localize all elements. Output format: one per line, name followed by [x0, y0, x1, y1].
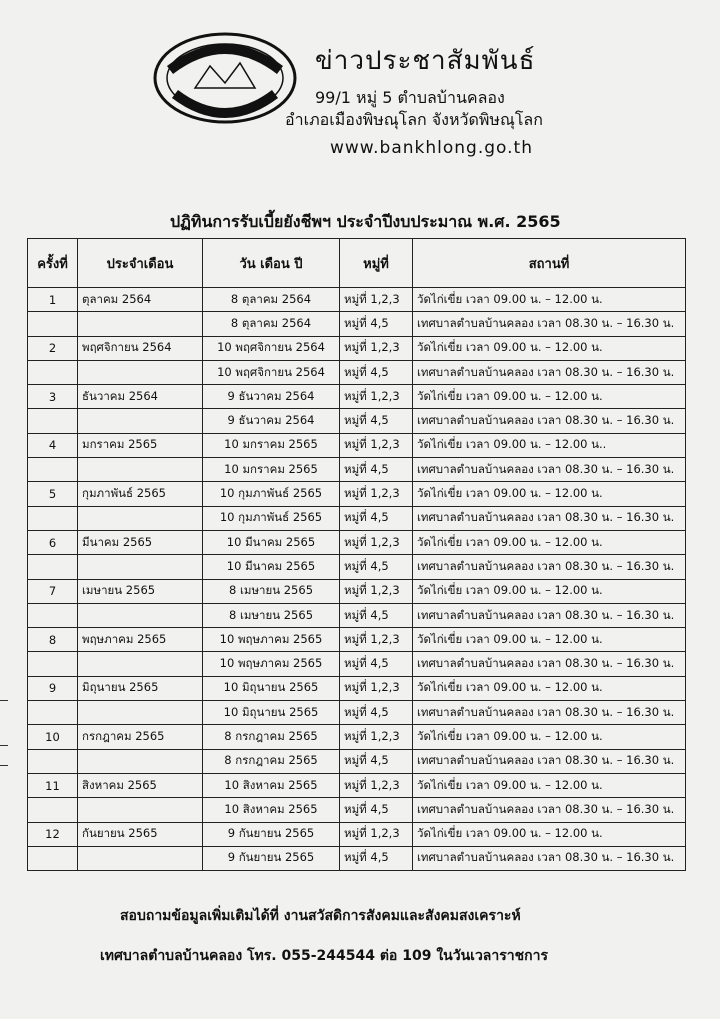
table-row: [28, 603, 686, 627]
row-village: หมู่ที่ 1,2,3: [340, 725, 413, 749]
table-row: [28, 360, 686, 384]
row-date: 10 พฤศจิกายน 2564: [203, 360, 340, 384]
row-number: [28, 652, 78, 676]
row-village: หมู่ที่ 1,2,3: [340, 628, 413, 652]
row-village: หมู่ที่ 4,5: [340, 360, 413, 384]
table-row: [28, 676, 686, 700]
row-place: วัดไก่เขี่ย เวลา 09.00 น. – 12.00 น.: [413, 676, 686, 700]
address-line-1: 99/1 หมู่ 5 ตำบลบ้านคลอง: [315, 88, 505, 107]
row-place: เทศบาลตำบลบ้านคลอง เวลา 08.30 น. – 16.30 น.: [413, 555, 686, 579]
row-month: [78, 312, 203, 336]
row-place: วัดไก่เขี่ย เวลา 09.00 น. – 12.00 น.: [413, 482, 686, 506]
row-month: [78, 603, 203, 627]
table-row: [28, 701, 686, 725]
scan-edge-mark: [0, 765, 8, 766]
row-place: วัดไก่เขี่ย เวลา 09.00 น. – 12.00 น.: [413, 773, 686, 797]
row-number: [28, 409, 78, 433]
row-date: 10 พฤษภาคม 2565: [203, 628, 340, 652]
row-place: วัดไก่เขี่ย เวลา 09.00 น. – 12.00 น.: [413, 530, 686, 554]
table-row: [28, 628, 686, 652]
row-village: หมู่ที่ 4,5: [340, 458, 413, 482]
row-date: 9 ธันวาคม 2564: [203, 385, 340, 409]
row-month: ตุลาคม 2564: [78, 288, 203, 312]
table-row: [28, 725, 686, 749]
announcement-heading: ข่าวประชาสัมพันธ์: [315, 46, 536, 76]
row-place: เทศบาลตำบลบ้านคลอง เวลา 08.30 น. – 16.30 น.: [413, 846, 686, 870]
row-date: 10 มกราคม 2565: [203, 458, 340, 482]
row-month: พฤษภาคม 2565: [78, 628, 203, 652]
document-title: ปฏิทินการรับเบี้ยยังชีพฯ ประจำปีงบประมาณ พ.ศ. 2565: [170, 212, 561, 231]
row-date: 8 กรกฎาคม 2565: [203, 725, 340, 749]
table-row: [28, 555, 686, 579]
row-number: 5: [28, 482, 78, 506]
row-place: เทศบาลตำบลบ้านคลอง เวลา 08.30 น. – 16.30 น.: [413, 360, 686, 384]
row-number: 1: [28, 288, 78, 312]
row-village: หมู่ที่ 4,5: [340, 555, 413, 579]
row-number: 3: [28, 385, 78, 409]
contact-info-line-1: สอบถามข้อมูลเพิ่มเติมได้ที่ งานสวัสดิการสังคมและสังคมสงเคราะห์: [120, 908, 521, 924]
row-place: เทศบาลตำบลบ้านคลอง เวลา 08.30 น. – 16.30 น.: [413, 506, 686, 530]
row-date: 10 มีนาคม 2565: [203, 530, 340, 554]
row-village: หมู่ที่ 4,5: [340, 652, 413, 676]
row-village: หมู่ที่ 1,2,3: [340, 288, 413, 312]
row-number: 6: [28, 530, 78, 554]
scan-edge-mark: [0, 700, 8, 701]
row-month: [78, 360, 203, 384]
column-header-round: ครั้งที่: [28, 239, 78, 288]
row-month: กันยายน 2565: [78, 822, 203, 846]
row-village: หมู่ที่ 1,2,3: [340, 822, 413, 846]
row-month: [78, 458, 203, 482]
row-place: เทศบาลตำบลบ้านคลอง เวลา 08.30 น. – 16.30 น.: [413, 749, 686, 773]
row-village: หมู่ที่ 4,5: [340, 409, 413, 433]
row-number: 7: [28, 579, 78, 603]
row-number: [28, 458, 78, 482]
row-village: หมู่ที่ 4,5: [340, 312, 413, 336]
row-date: 10 พฤษภาคม 2565: [203, 652, 340, 676]
row-number: 4: [28, 433, 78, 457]
row-month: กรกฎาคม 2565: [78, 725, 203, 749]
row-number: 8: [28, 628, 78, 652]
row-village: หมู่ที่ 1,2,3: [340, 482, 413, 506]
row-month: [78, 506, 203, 530]
row-place: วัดไก่เขี่ย เวลา 09.00 น. – 12.00 น.: [413, 288, 686, 312]
schedule-table: [27, 238, 686, 871]
row-number: 10: [28, 725, 78, 749]
column-header-village: หมู่ที่: [340, 239, 413, 288]
row-month: สิงหาคม 2565: [78, 773, 203, 797]
row-month: [78, 749, 203, 773]
row-number: 11: [28, 773, 78, 797]
row-number: 2: [28, 336, 78, 360]
row-number: [28, 360, 78, 384]
row-date: 8 กรกฎาคม 2565: [203, 749, 340, 773]
row-month: พฤศจิกายน 2564: [78, 336, 203, 360]
municipality-seal-icon: [150, 28, 300, 128]
row-village: หมู่ที่ 4,5: [340, 749, 413, 773]
row-month: [78, 409, 203, 433]
row-month: ธันวาคม 2564: [78, 385, 203, 409]
table-row: [28, 336, 686, 360]
table-row: [28, 798, 686, 822]
table-row: [28, 312, 686, 336]
row-date: 10 สิงหาคม 2565: [203, 798, 340, 822]
address-line-2: อำเภอเมืองพิษณุโลก จังหวัดพิษณุโลก: [285, 110, 543, 129]
row-number: [28, 701, 78, 725]
row-date: 8 ตุลาคม 2564: [203, 288, 340, 312]
row-number: 12: [28, 822, 78, 846]
row-month: [78, 652, 203, 676]
row-date: 10 กุมภาพันธ์ 2565: [203, 482, 340, 506]
contact-info-line-2: เทศบาลตำบลบ้านคลอง โทร. 055-244544 ต่อ 109 ในวันเวลาราชการ: [100, 948, 548, 964]
row-place: วัดไก่เขี่ย เวลา 09.00 น. – 12.00 น.: [413, 579, 686, 603]
row-number: [28, 506, 78, 530]
row-number: [28, 603, 78, 627]
row-village: หมู่ที่ 1,2,3: [340, 579, 413, 603]
row-village: หมู่ที่ 1,2,3: [340, 433, 413, 457]
table-row: [28, 409, 686, 433]
row-number: [28, 846, 78, 870]
row-number: [28, 749, 78, 773]
row-place: วัดไก่เขี่ย เวลา 09.00 น. – 12.00 น.: [413, 385, 686, 409]
table-row: [28, 652, 686, 676]
row-place: วัดไก่เขี่ย เวลา 09.00 น. – 12.00 น.: [413, 822, 686, 846]
table-row: [28, 773, 686, 797]
table-row: [28, 385, 686, 409]
row-date: 10 มีนาคม 2565: [203, 555, 340, 579]
table-row: [28, 458, 686, 482]
table-row: [28, 579, 686, 603]
row-village: หมู่ที่ 4,5: [340, 506, 413, 530]
row-place: เทศบาลตำบลบ้านคลอง เวลา 08.30 น. – 16.30 น.: [413, 458, 686, 482]
row-number: [28, 798, 78, 822]
row-village: หมู่ที่ 1,2,3: [340, 530, 413, 554]
row-month: [78, 701, 203, 725]
row-date: 8 เมษายน 2565: [203, 603, 340, 627]
row-date: 9 ธันวาคม 2564: [203, 409, 340, 433]
column-header-date: วัน เดือน ปี: [203, 239, 340, 288]
row-date: 9 กันยายน 2565: [203, 846, 340, 870]
row-month: [78, 846, 203, 870]
row-date: 8 เมษายน 2565: [203, 579, 340, 603]
row-village: หมู่ที่ 1,2,3: [340, 385, 413, 409]
table-row: [28, 846, 686, 870]
row-village: หมู่ที่ 1,2,3: [340, 773, 413, 797]
row-place: เทศบาลตำบลบ้านคลอง เวลา 08.30 น. – 16.30 น.: [413, 409, 686, 433]
row-place: เทศบาลตำบลบ้านคลอง เวลา 08.30 น. – 16.30 น.: [413, 798, 686, 822]
row-place: เทศบาลตำบลบ้านคลอง เวลา 08.30 น. – 16.30 น.: [413, 652, 686, 676]
row-village: หมู่ที่ 4,5: [340, 846, 413, 870]
row-month: มีนาคม 2565: [78, 530, 203, 554]
table-row: [28, 749, 686, 773]
column-header-place: สถานที่: [413, 239, 686, 288]
row-place: วัดไก่เขี่ย เวลา 09.00 น. – 12.00 น..: [413, 433, 686, 457]
table-row: [28, 530, 686, 554]
row-village: หมู่ที่ 4,5: [340, 701, 413, 725]
row-village: หมู่ที่ 4,5: [340, 603, 413, 627]
row-month: เมษายน 2565: [78, 579, 203, 603]
row-date: 10 มิถุนายน 2565: [203, 676, 340, 700]
row-month: [78, 555, 203, 579]
row-month: มิถุนายน 2565: [78, 676, 203, 700]
table-row: [28, 288, 686, 312]
row-month: มกราคม 2565: [78, 433, 203, 457]
row-place: วัดไก่เขี่ย เวลา 09.00 น. – 12.00 น.: [413, 628, 686, 652]
table-row: [28, 482, 686, 506]
scan-edge-mark: [0, 745, 8, 746]
row-date: 8 ตุลาคม 2564: [203, 312, 340, 336]
row-month: กุมภาพันธ์ 2565: [78, 482, 203, 506]
row-place: วัดไก่เขี่ย เวลา 09.00 น. – 12.00 น.: [413, 725, 686, 749]
website-address: www.bankhlong.go.th: [330, 138, 533, 158]
row-date: 10 กุมภาพันธ์ 2565: [203, 506, 340, 530]
row-date: 10 มิถุนายน 2565: [203, 701, 340, 725]
table-row: [28, 433, 686, 457]
row-date: 10 สิงหาคม 2565: [203, 773, 340, 797]
row-village: หมู่ที่ 1,2,3: [340, 676, 413, 700]
row-place: เทศบาลตำบลบ้านคลอง เวลา 08.30 น. – 16.30 น.: [413, 312, 686, 336]
row-number: [28, 555, 78, 579]
row-date: 10 มกราคม 2565: [203, 433, 340, 457]
row-place: เทศบาลตำบลบ้านคลอง เวลา 08.30 น. – 16.30 น.: [413, 603, 686, 627]
row-place: วัดไก่เขี่ย เวลา 09.00 น. – 12.00 น.: [413, 336, 686, 360]
row-place: เทศบาลตำบลบ้านคลอง เวลา 08.30 น. – 16.30 น.: [413, 701, 686, 725]
row-number: [28, 312, 78, 336]
row-number: 9: [28, 676, 78, 700]
row-month: [78, 798, 203, 822]
row-village: หมู่ที่ 1,2,3: [340, 336, 413, 360]
row-village: หมู่ที่ 4,5: [340, 798, 413, 822]
table-row: [28, 506, 686, 530]
column-header-month: ประจำเดือน: [78, 239, 203, 288]
row-date: 10 พฤศจิกายน 2564: [203, 336, 340, 360]
table-row: [28, 822, 686, 846]
table-header-row: [28, 239, 686, 288]
row-date: 9 กันยายน 2565: [203, 822, 340, 846]
